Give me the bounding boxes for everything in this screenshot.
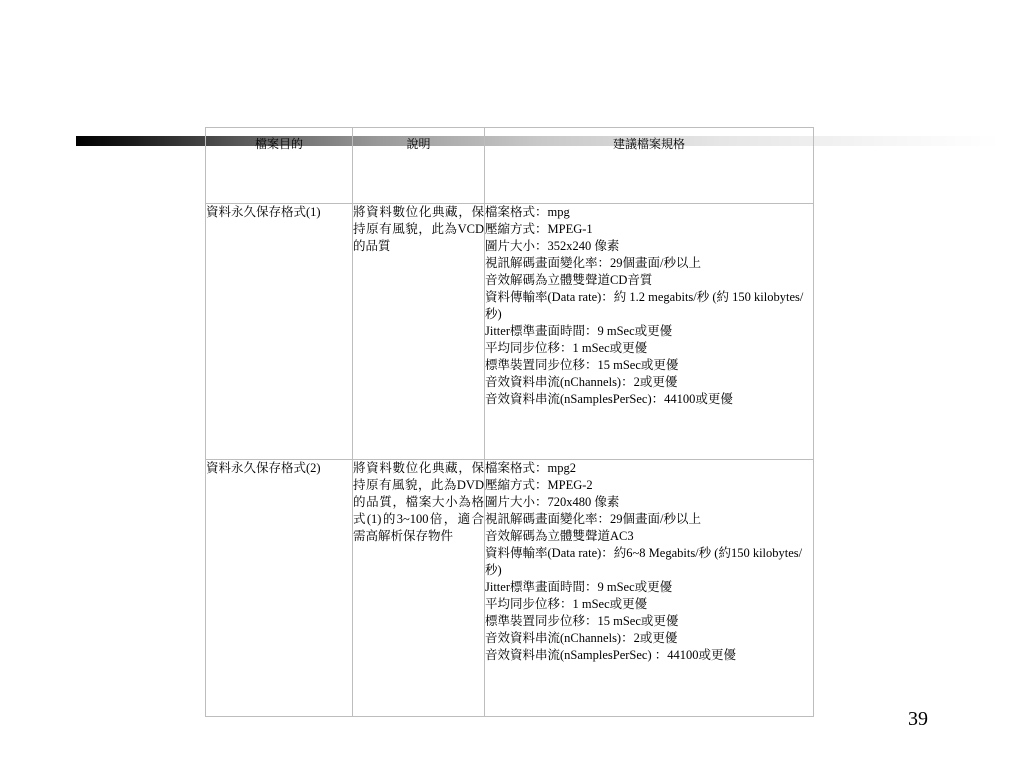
purpose-cell: 資料永久保存格式(2) [206,460,353,717]
file-spec-table [205,127,814,717]
description-cell: 將資料數位化典藏，保持原有風貌，此為VCD的品質 [353,204,485,460]
table-row [206,204,814,460]
spec-line: 音效解碼為立體雙聲道AC3 [485,529,634,543]
spec-line: 標準裝置同步位移：15 mSec或更優 [485,614,679,628]
spec-line: 音效資料串流(nChannels)：2或更優 [485,631,678,645]
spec-line: 音效資料串流(nSamplesPerSec) ：44100或更優 [485,648,737,662]
description-cell: 將資料數位化典藏，保持原有風貌，此為DVD的品質，檔案大小為格式(1)的3~100倍，適合需高解析保存物件 [353,460,485,717]
spec-cell [485,204,814,460]
spec-line: 檔案格式：mpg2 [485,461,576,475]
header-description: 說明 [353,128,485,204]
spec-cell [485,460,814,717]
table-header-row [206,128,814,204]
spec-line: 檔案格式：mpg [485,205,570,219]
spec-line: 平均同步位移：1 mSec或更優 [485,597,648,611]
spec-line: 音效解碼為立體雙聲道CD音質 [485,273,653,287]
table-row [206,460,814,717]
header-spec: 建議檔案規格 [485,128,814,204]
spec-line: 資料傳輸率(Data rate)：約 1.2 megabits/秒 (約 150 kilobytes/秒) [485,290,804,321]
spec-line: Jitter標準畫面時間：9 mSec或更優 [485,580,673,594]
purpose-cell: 資料永久保存格式(1) [206,204,353,460]
spec-line: 資料傳輸率(Data rate)：約6~8 Megabits/秒 (約150 kilobytes/秒) [485,546,803,577]
spec-line: 圖片大小：352x240 像素 [485,239,620,253]
spec-line: 標準裝置同步位移：15 mSec或更優 [485,358,679,372]
spec-line: Jitter標準畫面時間：9 mSec或更優 [485,324,673,338]
spec-line: 視訊解碼畫面變化率：29個畫面/秒以上 [485,256,701,270]
page-number: 39 [908,708,928,730]
spec-line: 壓縮方式：MPEG-1 [485,222,593,236]
spec-line: 音效資料串流(nChannels)：2或更優 [485,375,678,389]
spec-line: 音效資料串流(nSamplesPerSec)：44100或更優 [485,392,733,406]
spec-line: 視訊解碼畫面變化率：29個畫面/秒以上 [485,512,701,526]
header-purpose: 檔案目的 [206,128,353,204]
spec-line: 壓縮方式：MPEG-2 [485,478,593,492]
spec-line: 圖片大小：720x480 像素 [485,495,620,509]
spec-line: 平均同步位移：1 mSec或更優 [485,341,648,355]
